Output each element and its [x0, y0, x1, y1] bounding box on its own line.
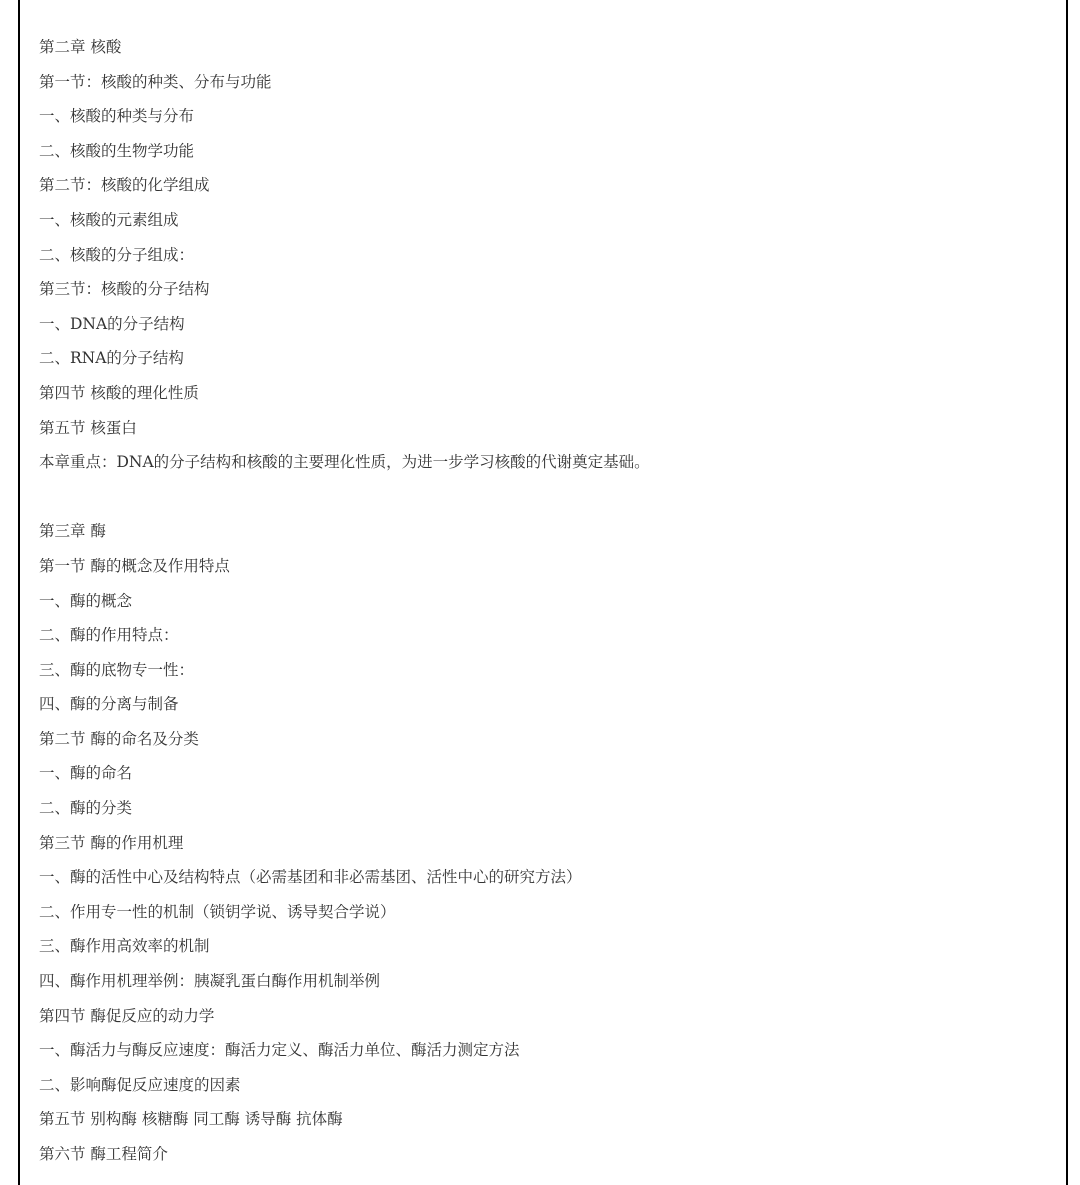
chapter-3-line: 四、酶作用机理举例：胰凝乳蛋白酶作用机制举例 — [39, 972, 381, 991]
chapter-2-line: 第三节：核酸的分子结构 — [39, 280, 210, 299]
chapter-2-line: 第一节：核酸的种类、分布与功能 — [39, 72, 272, 91]
chapter-2-line: 第二节：核酸的化学组成 — [39, 176, 210, 195]
chapter-3-line: 一、酶的活性中心及结构特点（必需基团和非必需基团、活性中心的研究方法） — [39, 868, 582, 887]
chapter-2-line: 一、核酸的种类与分布 — [39, 107, 195, 126]
chapter-3-line: 一、酶活力与酶反应速度：酶活力定义、酶活力单位、酶活力测定方法 — [39, 1041, 520, 1060]
chapter-3-line: 三、酶的底物专一性： — [39, 660, 195, 679]
chapter-3-line: 第五节 别构酶 核糖酶 同工酶 诱导酶 抗体酶 — [39, 1110, 343, 1129]
chapter-3-line: 第二节 酶的命名及分类 — [39, 729, 199, 748]
chapter-2-line: 第四节 核酸的理化性质 — [39, 383, 199, 402]
chapter-3-line: 第六节 酶工程简介 — [39, 1145, 168, 1163]
chapter-3-line: 四、酶的分离与制备 — [39, 695, 179, 714]
chapter-2-title: 第二章 核酸 — [39, 38, 122, 56]
chapter-2-key-points: 本章重点：DNA的分子结构和核酸的主要理化性质，为进一步学习核酸的代谢奠定基础。 — [39, 453, 650, 472]
chapter-2-line: 二、RNA的分子结构 — [39, 349, 184, 368]
chapter-3-title: 第三章 酶 — [39, 522, 106, 541]
chapter-3-line: 一、酶的命名 — [39, 764, 133, 783]
chapter-2-line: 第五节 核蛋白 — [39, 418, 137, 437]
chapter-2-line: 二、核酸的分子组成： — [39, 245, 195, 264]
chapter-2-line: 一、DNA的分子结构 — [39, 314, 185, 333]
document-body — [39, 30, 1049, 1172]
chapter-3-line: 三、酶作用高效率的机制 — [39, 937, 210, 956]
section-spacer — [39, 480, 1049, 515]
chapter-3-line: 第四节 酶促反应的动力学 — [39, 1006, 215, 1025]
chapter-3-line: 第一节 酶的概念及作用特点 — [39, 556, 230, 575]
chapter-3-line: 二、影响酶促反应速度的因素 — [39, 1075, 241, 1094]
chapter-3-line: 二、酶的分类 — [39, 799, 133, 818]
chapter-2-line: 一、核酸的元素组成 — [39, 210, 179, 229]
chapter-2-line: 二、核酸的生物学功能 — [39, 141, 195, 160]
chapter-3-line: 二、作用专一性的机制（锁钥学说、诱导契合学说） — [39, 902, 396, 921]
chapter-3-line: 第三节 酶的作用机理 — [39, 833, 184, 852]
chapter-3-line: 二、酶的作用特点： — [39, 626, 179, 645]
chapter-3-line: 一、酶的概念 — [39, 591, 133, 610]
